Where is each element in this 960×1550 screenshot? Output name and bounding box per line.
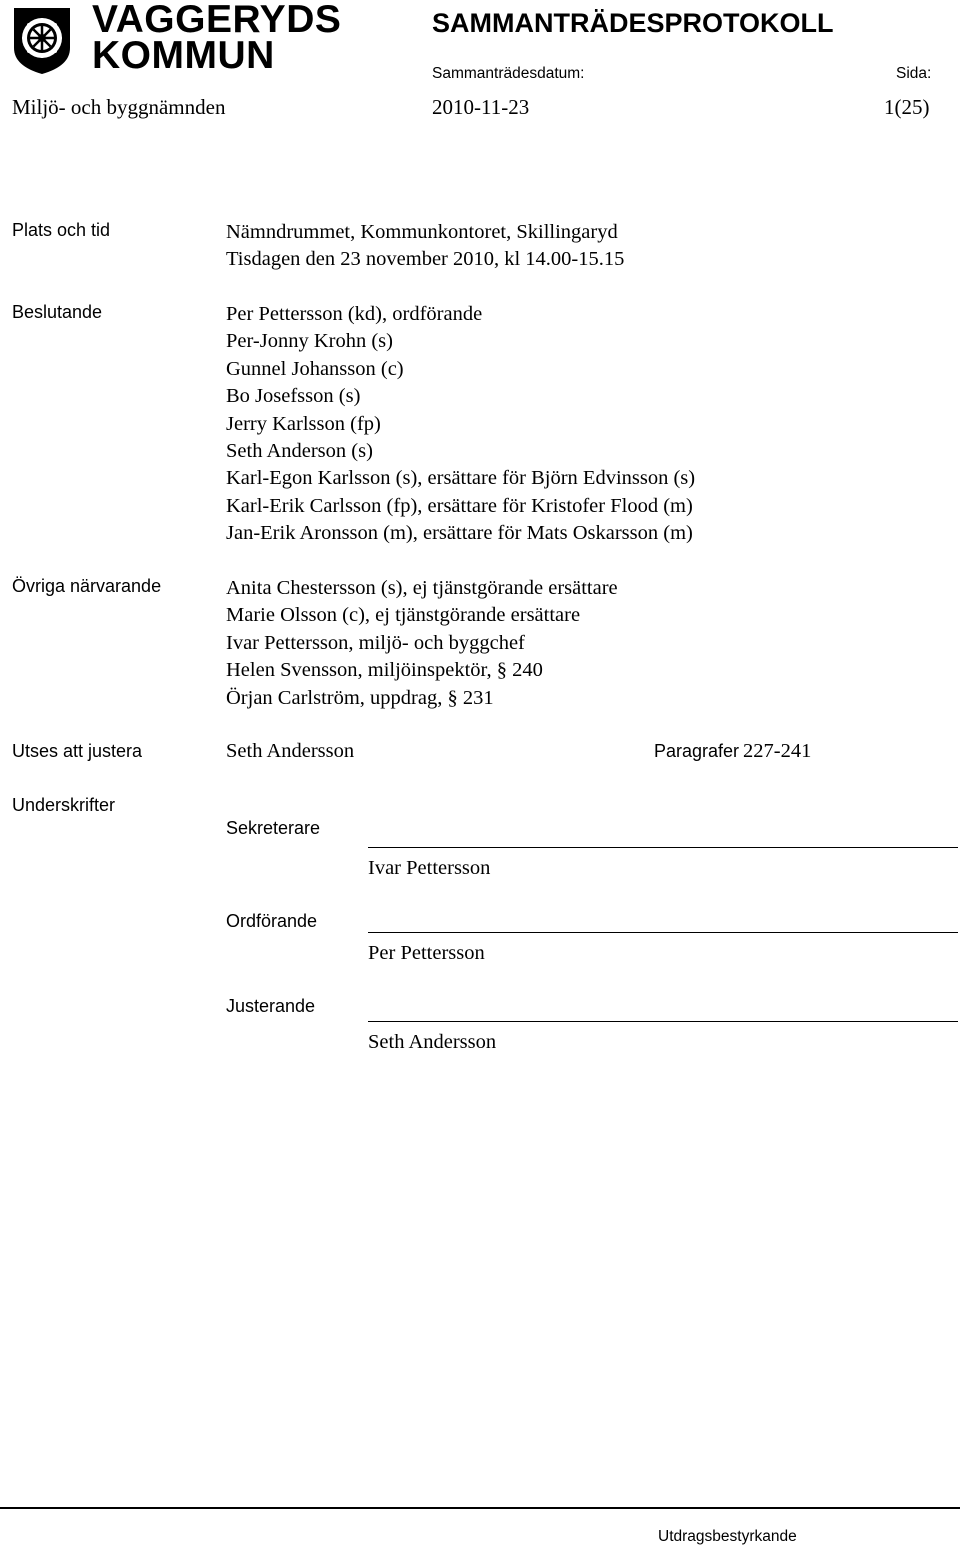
list-item: Örjan Carlström, uppdrag, § 231	[226, 686, 494, 709]
wheel-emblem-icon	[10, 4, 74, 76]
signature-role-chair: Ordförande	[226, 911, 318, 931]
adjuster-label: Utses att justera	[12, 741, 143, 761]
list-item: Karl-Erik Carlsson (fp), ersättare för Kristofer Flood (m)	[226, 494, 693, 517]
signature-name-chair: Per Pettersson	[368, 942, 485, 964]
deciding-label: Beslutande	[12, 302, 103, 322]
list-item: Seth Anderson (s)	[226, 439, 373, 462]
page-number: 1(25)	[884, 95, 930, 119]
list-item: Anita Chestersson (s), ej tjänstgörande ersättare	[226, 577, 618, 599]
meeting-date: 2010-11-23	[432, 95, 530, 119]
paragraphs-label: Paragrafer	[654, 741, 740, 761]
signature-name-adjuster: Seth Andersson	[368, 1031, 497, 1053]
signature-role-secretary: Sekreterare	[226, 818, 321, 838]
place-block	[226, 219, 624, 274]
page-label: Sida:	[896, 65, 932, 82]
list-item: Jan-Erik Aronsson (m), ersättare för Mats Oskarsson (m)	[226, 522, 693, 545]
list-item: Jerry Karlsson (fp)	[226, 412, 381, 435]
paragraphs-range: 227-241	[743, 740, 812, 762]
document-title: SAMMANTRÄDESPROTOKOLL	[432, 8, 834, 38]
logo-line-2: KOMMUN	[92, 34, 275, 77]
list-item: Per-Jonny Krohn (s)	[226, 330, 393, 353]
adjuster-name: Seth Andersson	[226, 740, 355, 762]
place-label: Plats och tid	[12, 220, 111, 240]
list-item: Ivar Pettersson, miljö- och byggchef	[226, 631, 525, 654]
list-item: Marie Olsson (c), ej tjänstgörande ersättare	[226, 604, 581, 627]
others-list	[226, 575, 618, 712]
list-item: Per Pettersson (kd), ordförande	[226, 303, 483, 325]
list-item: Bo Josefsson (s)	[226, 385, 361, 408]
place-line: Nämndrummet, Kommunkontoret, Skillingaryd	[226, 221, 618, 243]
logo-line-1: VAGGERYDS	[92, 0, 342, 41]
paragraphs	[654, 740, 811, 763]
footer-certification-label: Utdragsbestyrkande	[658, 1528, 797, 1545]
signature-name-secretary: Ivar Pettersson	[368, 857, 491, 879]
list-item: Helen Svensson, miljöinspektör, § 240	[226, 659, 543, 682]
footer-divider	[0, 1507, 960, 1509]
signature-role-adjuster: Justerande	[226, 996, 316, 1016]
signature-line-adjuster	[368, 1021, 958, 1022]
date-label: Sammanträdesdatum:	[432, 65, 585, 82]
list-item: Karl-Egon Karlsson (s), ersättare för Björn Edvinsson (s)	[226, 467, 696, 490]
signature-line-secretary	[368, 847, 958, 848]
place-line: Tisdagen den 23 november 2010, kl 14.00-15.15	[226, 248, 625, 271]
list-item: Gunnel Johansson (c)	[226, 357, 404, 380]
committee-name: Miljö- och byggnämnden	[12, 95, 226, 119]
others-label: Övriga närvarande	[12, 576, 162, 596]
signature-line-chair	[368, 932, 958, 933]
deciding-members-list	[226, 301, 695, 548]
signatures-label: Underskrifter	[12, 795, 116, 815]
